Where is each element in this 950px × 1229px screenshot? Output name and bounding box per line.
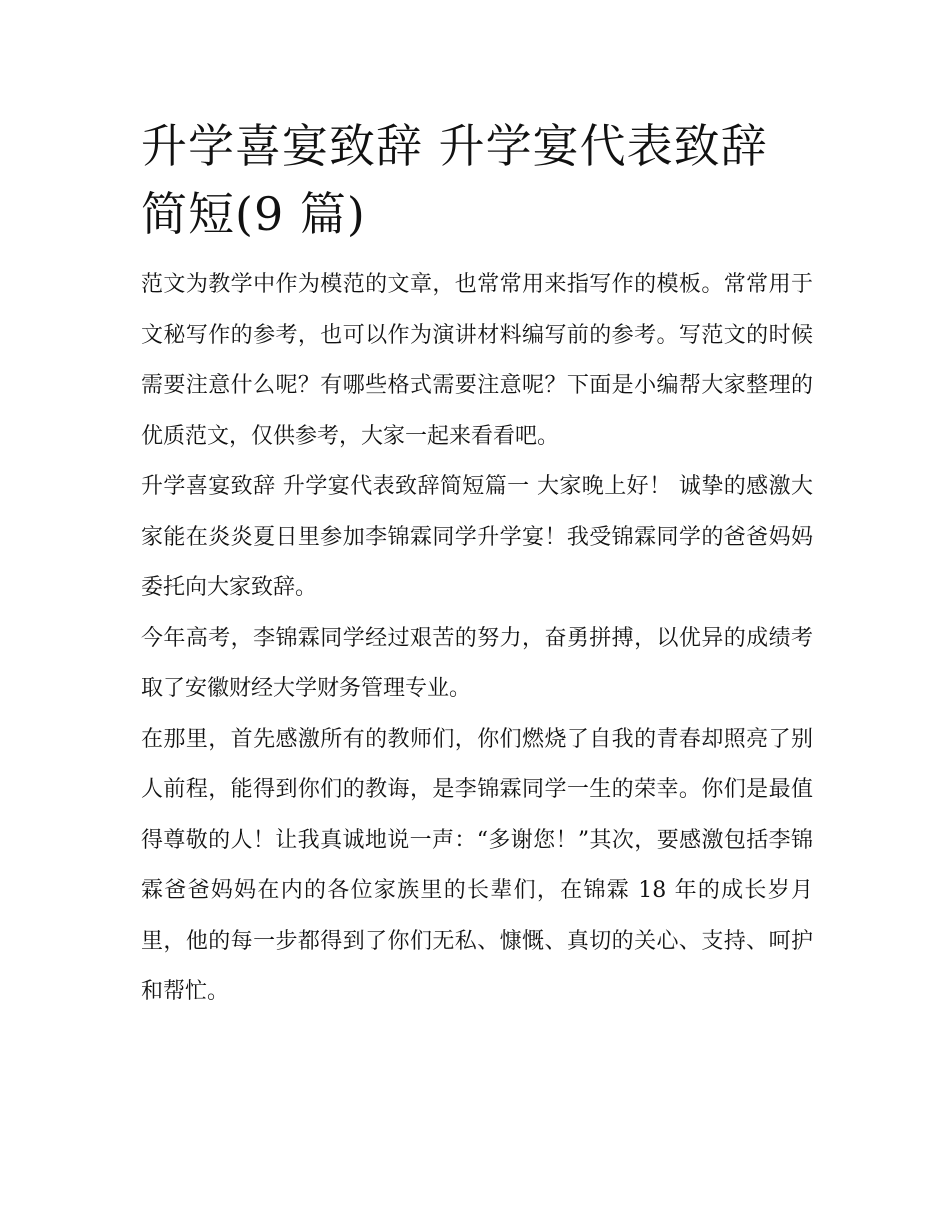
paragraph-intro: 范文为教学中作为模范的文章，也常常用来指写作的模板。常常用于文秘写作的参考，也可以作为演讲材料编写前的参考。写范文的时候需要注意什么呢？有哪些格式需要注意呢？下面是小编帮大家整理的优质范文，仅供参考，大家一起来看看吧。 (141, 272, 813, 449)
document-title: 升学喜宴致辞 升学宴代表致辞简短(9 篇) (141, 119, 768, 241)
paragraph-thanks: 在那里，首先感激所有的教师们，你们燃烧了自我的青春却照亮了别人前程，能得到你们的教诲，是李锦霖同学一生的荣幸。你们是最值得尊敬的人！让我真诚地说一声：“多谢您！”其次，要感激包括李锦霖爸爸妈妈在内的各位家族里的长辈们，在锦霖 18 年的成长岁月里，他的每一步都得到了你们无私、慷慨、真切的关心、支持、呵护和帮忙。 (141, 726, 813, 1004)
paragraph-greeting: 升学喜宴致辞 升学宴代表致辞简短篇一 大家晚上好！ 诚挚的感激大家能在炎炎夏日里参加李锦霖同学升学宴！我受锦霖同学的爸爸妈妈委托向大家致辞。 (141, 474, 813, 600)
paragraph-exam-result: 今年高考，李锦霖同学经过艰苦的努力，奋勇拼搏，以优异的成绩考取了安徽财经大学财务管理专业。 (141, 625, 813, 701)
document-body (141, 112, 813, 1018)
